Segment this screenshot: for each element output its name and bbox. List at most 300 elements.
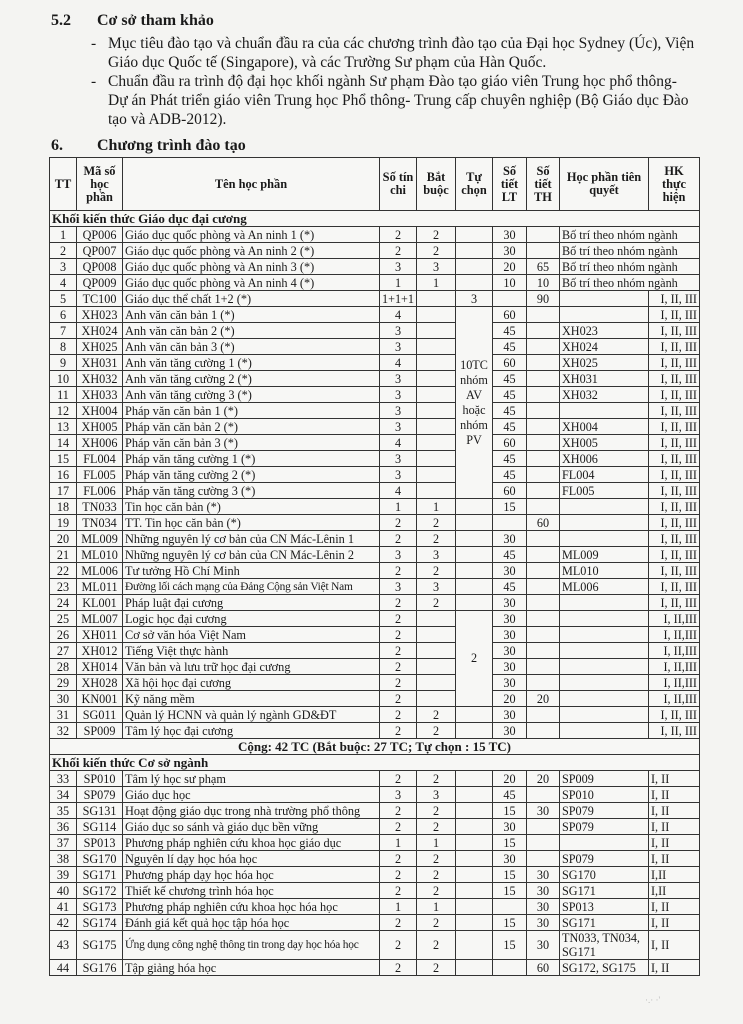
cell-th: 20 bbox=[527, 691, 560, 707]
cell-elective bbox=[456, 883, 493, 899]
cell-credits: 2 bbox=[380, 691, 417, 707]
cell-th bbox=[527, 483, 560, 499]
table-row bbox=[50, 643, 700, 659]
cell-required: 2 bbox=[417, 595, 456, 611]
cell-required: 2 bbox=[417, 563, 456, 579]
cell-prereq: ML010 bbox=[560, 563, 649, 579]
cell-semester: I, II, III bbox=[649, 371, 700, 387]
cell-semester: I, II bbox=[649, 819, 700, 835]
cell-name: Giáo dục quốc phòng và An ninh 3 (*) bbox=[123, 259, 380, 275]
cell-name: Pháp văn căn bản 3 (*) bbox=[123, 435, 380, 451]
cell-code: ML007 bbox=[77, 611, 123, 627]
cell-name: Pháp văn tăng cường 3 (*) bbox=[123, 483, 380, 499]
cell-required: 3 bbox=[417, 579, 456, 595]
group-total-label: Cộng: 42 TC (Bắt buộc: 27 TC; Tự chọn : 15 TC) bbox=[50, 739, 700, 755]
cell-tt: 27 bbox=[50, 643, 77, 659]
cell-lt: 30 bbox=[493, 227, 527, 243]
cell-elective bbox=[456, 851, 493, 867]
table-row bbox=[50, 691, 700, 707]
cell-required: 2 bbox=[417, 867, 456, 883]
cell-th: 65 bbox=[527, 259, 560, 275]
cell-name: Tư tưởng Hồ Chí Minh bbox=[123, 563, 380, 579]
cell-credits: 2 bbox=[380, 643, 417, 659]
cell-required bbox=[417, 323, 456, 339]
cell-tt: 41 bbox=[50, 899, 77, 915]
cell-code: ML011 bbox=[77, 579, 123, 595]
cell-semester: I, II bbox=[649, 803, 700, 819]
cell-lt: 20 bbox=[493, 259, 527, 275]
cell-code: KN001 bbox=[77, 691, 123, 707]
cell-semester: I, II, III bbox=[649, 467, 700, 483]
cell-code: SG175 bbox=[77, 931, 123, 960]
table-row bbox=[50, 451, 700, 467]
cell-code: XH014 bbox=[77, 659, 123, 675]
cell-required: 1 bbox=[417, 835, 456, 851]
cell-semester: I, II,III bbox=[649, 675, 700, 691]
cell-credits: 3 bbox=[380, 339, 417, 355]
cell-required: 3 bbox=[417, 259, 456, 275]
cell-tt: 2 bbox=[50, 243, 77, 259]
cell-elective: 3 bbox=[456, 291, 493, 307]
cell-credits: 2 bbox=[380, 627, 417, 643]
cell-semester: I, II bbox=[649, 771, 700, 787]
cell-code: XH028 bbox=[77, 675, 123, 691]
cell-th: 30 bbox=[527, 915, 560, 931]
header-elective: Tự chọn bbox=[456, 158, 493, 211]
cell-th bbox=[527, 339, 560, 355]
cell-prereq bbox=[560, 835, 649, 851]
elective-group-social: 2 bbox=[456, 611, 493, 707]
section-5-2-heading bbox=[51, 12, 214, 30]
cell-name: Tiếng Việt thực hành bbox=[123, 643, 380, 659]
cell-credits: 1 bbox=[380, 499, 417, 515]
cell-prereq: SP013 bbox=[560, 899, 649, 915]
cell-name: Đường lối cách mạng của Đảng Cộng sản Việt Nam bbox=[123, 579, 380, 595]
cell-credits: 3 bbox=[380, 387, 417, 403]
cell-required bbox=[417, 307, 456, 323]
cell-name: Pháp văn căn bản 2 (*) bbox=[123, 419, 380, 435]
cell-required bbox=[417, 691, 456, 707]
cell-prereq bbox=[560, 307, 649, 323]
cell-th bbox=[527, 835, 560, 851]
cell-lt bbox=[493, 515, 527, 531]
cell-lt: 30 bbox=[493, 243, 527, 259]
cell-required: 3 bbox=[417, 547, 456, 563]
cell-lt: 15 bbox=[493, 931, 527, 960]
cell-name: Thiết kế chương trình hóa học bbox=[123, 883, 380, 899]
cell-th bbox=[527, 227, 560, 243]
cell-th bbox=[527, 595, 560, 611]
cell-lt: 10 bbox=[493, 275, 527, 291]
cell-required: 1 bbox=[417, 499, 456, 515]
cell-semester: I, II, III bbox=[649, 707, 700, 723]
table-row bbox=[50, 435, 700, 451]
cell-lt: 60 bbox=[493, 307, 527, 323]
cell-tt: 24 bbox=[50, 595, 77, 611]
cell-prereq: ML009 bbox=[560, 547, 649, 563]
cell-required: 2 bbox=[417, 960, 456, 976]
cell-code: FL004 bbox=[77, 451, 123, 467]
cell-required: 2 bbox=[417, 243, 456, 259]
cell-credits: 2 bbox=[380, 563, 417, 579]
cell-required bbox=[417, 627, 456, 643]
cell-credits: 1+1+1 bbox=[380, 291, 417, 307]
cell-lt: 15 bbox=[493, 883, 527, 899]
cell-required: 2 bbox=[417, 707, 456, 723]
cell-semester: I, II, III bbox=[649, 483, 700, 499]
cell-code: QP008 bbox=[77, 259, 123, 275]
table-row bbox=[50, 467, 700, 483]
cell-tt: 28 bbox=[50, 659, 77, 675]
cell-code: ML006 bbox=[77, 563, 123, 579]
cell-th bbox=[527, 467, 560, 483]
cell-lt: 30 bbox=[493, 659, 527, 675]
group-title: Khối kiến thức Cơ sở ngành bbox=[50, 755, 700, 771]
cell-tt: 1 bbox=[50, 227, 77, 243]
cell-semester: I, II bbox=[649, 851, 700, 867]
cell-code: FL006 bbox=[77, 483, 123, 499]
cell-elective bbox=[456, 960, 493, 976]
cell-tt: 4 bbox=[50, 275, 77, 291]
header-tt: TT bbox=[50, 158, 77, 211]
cell-required: 3 bbox=[417, 787, 456, 803]
cell-th: 30 bbox=[527, 803, 560, 819]
cell-lt: 60 bbox=[493, 435, 527, 451]
cell-tt: 8 bbox=[50, 339, 77, 355]
cell-th bbox=[527, 579, 560, 595]
cell-name: Logic học đại cương bbox=[123, 611, 380, 627]
cell-prereq: SP079 bbox=[560, 803, 649, 819]
section-title: Cơ sở tham khảo bbox=[97, 12, 214, 29]
cell-name: Anh văn tăng cường 2 (*) bbox=[123, 371, 380, 387]
cell-lt: 30 bbox=[493, 563, 527, 579]
cell-credits: 3 bbox=[380, 467, 417, 483]
cell-name: Phương pháp nghiên cứu khoa học giáo dục bbox=[123, 835, 380, 851]
cell-semester: I, II bbox=[649, 787, 700, 803]
cell-th: 20 bbox=[527, 771, 560, 787]
cell-name: Anh văn căn bản 2 (*) bbox=[123, 323, 380, 339]
cell-required bbox=[417, 403, 456, 419]
cell-elective bbox=[456, 787, 493, 803]
cell-tt: 37 bbox=[50, 835, 77, 851]
table-row bbox=[50, 960, 700, 976]
cell-semester: I, II, III bbox=[649, 723, 700, 739]
table-row bbox=[50, 547, 700, 563]
cell-tt: 19 bbox=[50, 515, 77, 531]
cell-credits: 3 bbox=[380, 371, 417, 387]
cell-code: SG173 bbox=[77, 899, 123, 915]
cell-credits: 2 bbox=[380, 659, 417, 675]
cell-semester: I, II, III bbox=[649, 435, 700, 451]
cell-required: 2 bbox=[417, 515, 456, 531]
table-row bbox=[50, 867, 700, 883]
cell-lt: 30 bbox=[493, 707, 527, 723]
cell-credits: 2 bbox=[380, 771, 417, 787]
cell-th bbox=[527, 707, 560, 723]
cell-th bbox=[527, 611, 560, 627]
cell-prereq: XH031 bbox=[560, 371, 649, 387]
cell-th bbox=[527, 387, 560, 403]
table-row bbox=[50, 835, 700, 851]
cell-tt: 40 bbox=[50, 883, 77, 899]
cell-lt: 45 bbox=[493, 419, 527, 435]
cell-credits: 2 bbox=[380, 851, 417, 867]
cell-credits: 3 bbox=[380, 547, 417, 563]
cell-name: Giáo dục thể chất 1+2 (*) bbox=[123, 291, 380, 307]
cell-name: Giáo dục so sánh và giáo dục bền vững bbox=[123, 819, 380, 835]
reference-item: - Chuẩn đầu ra trình độ đại học khối ngành Sư phạm Đào tạo giáo viên Trung học phổ thông- Dự án Phát triển giáo viên Trung học Phổ thông- Trung cấp chuyên nghiệp (Bộ Giáo dục Đào tạo và ADB-2012). bbox=[91, 73, 689, 128]
table-row bbox=[50, 899, 700, 915]
cell-name: Tập giảng hóa học bbox=[123, 960, 380, 976]
cell-tt: 39 bbox=[50, 867, 77, 883]
cell-code: XH032 bbox=[77, 371, 123, 387]
cell-name: Cơ sở văn hóa Việt Nam bbox=[123, 627, 380, 643]
section-title: Chương trình đào tạo bbox=[97, 137, 246, 154]
cell-tt: 26 bbox=[50, 627, 77, 643]
cell-prereq: Bố trí theo nhóm ngành bbox=[560, 243, 700, 259]
cell-tt: 38 bbox=[50, 851, 77, 867]
cell-lt: 30 bbox=[493, 723, 527, 739]
table-row bbox=[50, 675, 700, 691]
cell-code: XH005 bbox=[77, 419, 123, 435]
cell-required: 2 bbox=[417, 883, 456, 899]
cell-required: 2 bbox=[417, 851, 456, 867]
cell-required bbox=[417, 611, 456, 627]
cell-elective bbox=[456, 227, 493, 243]
cell-prereq bbox=[560, 531, 649, 547]
cell-credits: 3 bbox=[380, 259, 417, 275]
header-name: Tên học phần bbox=[123, 158, 380, 211]
cell-code: SG172 bbox=[77, 883, 123, 899]
group-title: Khối kiến thức Giáo dục đại cương bbox=[50, 211, 700, 227]
cell-semester: I, II,III bbox=[649, 691, 700, 707]
cell-prereq bbox=[560, 691, 649, 707]
cell-code: SG011 bbox=[77, 707, 123, 723]
cell-semester: I, II, III bbox=[649, 563, 700, 579]
header-semester: HK thực hiện bbox=[649, 158, 700, 211]
cell-required bbox=[417, 339, 456, 355]
cell-name: Anh văn căn bản 1 (*) bbox=[123, 307, 380, 323]
cell-tt: 14 bbox=[50, 435, 77, 451]
cell-code: XH031 bbox=[77, 355, 123, 371]
cell-lt bbox=[493, 960, 527, 976]
cell-semester: I,II bbox=[649, 883, 700, 899]
cell-elective bbox=[456, 867, 493, 883]
cell-lt: 45 bbox=[493, 579, 527, 595]
cell-semester: I, II bbox=[649, 960, 700, 976]
cell-credits: 3 bbox=[380, 419, 417, 435]
cell-th bbox=[527, 499, 560, 515]
cell-code: SP009 bbox=[77, 723, 123, 739]
cell-tt: 6 bbox=[50, 307, 77, 323]
cell-name: Giáo dục quốc phòng và An ninh 2 (*) bbox=[123, 243, 380, 259]
cell-credits: 2 bbox=[380, 867, 417, 883]
cell-prereq bbox=[560, 675, 649, 691]
cell-name: Tâm lý học đại cương bbox=[123, 723, 380, 739]
cell-prereq: Bố trí theo nhóm ngành bbox=[560, 227, 700, 243]
group-total-row bbox=[50, 739, 700, 755]
cell-th bbox=[527, 819, 560, 835]
cell-semester: I, II, III bbox=[649, 403, 700, 419]
cell-name: Xã hội học đại cương bbox=[123, 675, 380, 691]
table-row bbox=[50, 931, 700, 960]
cell-lt: 30 bbox=[493, 851, 527, 867]
cell-th bbox=[527, 307, 560, 323]
cell-elective bbox=[456, 819, 493, 835]
cell-semester: I, II, III bbox=[649, 323, 700, 339]
table-row bbox=[50, 483, 700, 499]
cell-semester: I, II,III bbox=[649, 611, 700, 627]
cell-th: 30 bbox=[527, 867, 560, 883]
cell-code: SG171 bbox=[77, 867, 123, 883]
cell-required: 2 bbox=[417, 803, 456, 819]
cell-prereq: Bố trí theo nhóm ngành bbox=[560, 259, 700, 275]
table-row bbox=[50, 275, 700, 291]
cell-semester: I, II bbox=[649, 899, 700, 915]
cell-name: Pháp văn căn bản 1 (*) bbox=[123, 403, 380, 419]
cell-code: XH023 bbox=[77, 307, 123, 323]
cell-th bbox=[527, 787, 560, 803]
cell-semester: I, II,III bbox=[649, 643, 700, 659]
cell-elective bbox=[456, 563, 493, 579]
cell-lt: 15 bbox=[493, 803, 527, 819]
table-row bbox=[50, 803, 700, 819]
table-row bbox=[50, 291, 700, 307]
cell-required: 2 bbox=[417, 915, 456, 931]
cell-th bbox=[527, 675, 560, 691]
cell-tt: 22 bbox=[50, 563, 77, 579]
cell-prereq: Bố trí theo nhóm ngành bbox=[560, 275, 700, 291]
cell-code: KL001 bbox=[77, 595, 123, 611]
cell-required bbox=[417, 355, 456, 371]
table-row bbox=[50, 659, 700, 675]
cell-credits: 2 bbox=[380, 243, 417, 259]
cell-code: TC100 bbox=[77, 291, 123, 307]
cell-tt: 30 bbox=[50, 691, 77, 707]
cell-prereq bbox=[560, 403, 649, 419]
cell-name: Tin học căn bản (*) bbox=[123, 499, 380, 515]
table-row bbox=[50, 323, 700, 339]
cell-elective bbox=[456, 547, 493, 563]
cell-prereq bbox=[560, 515, 649, 531]
cell-lt: 15 bbox=[493, 867, 527, 883]
cell-required: 2 bbox=[417, 227, 456, 243]
cell-required bbox=[417, 467, 456, 483]
cell-th bbox=[527, 403, 560, 419]
cell-prereq: ML006 bbox=[560, 579, 649, 595]
cell-required bbox=[417, 643, 456, 659]
cell-semester: I, II,III bbox=[649, 659, 700, 675]
cell-tt: 29 bbox=[50, 675, 77, 691]
cell-tt: 35 bbox=[50, 803, 77, 819]
cell-semester: I,II bbox=[649, 867, 700, 883]
cell-tt: 36 bbox=[50, 819, 77, 835]
cell-semester: I, II, III bbox=[649, 515, 700, 531]
cell-th bbox=[527, 243, 560, 259]
cell-th bbox=[527, 723, 560, 739]
header-required: Bắt buộc bbox=[417, 158, 456, 211]
cell-required bbox=[417, 659, 456, 675]
cell-lt: 45 bbox=[493, 451, 527, 467]
cell-lt: 30 bbox=[493, 819, 527, 835]
cell-code: XH012 bbox=[77, 643, 123, 659]
cell-prereq: XH032 bbox=[560, 387, 649, 403]
cell-name: Anh văn căn bản 3 (*) bbox=[123, 339, 380, 355]
cell-code: SP010 bbox=[77, 771, 123, 787]
cell-tt: 10 bbox=[50, 371, 77, 387]
cell-prereq: SG171 bbox=[560, 883, 649, 899]
cell-th: 30 bbox=[527, 931, 560, 960]
cell-elective bbox=[456, 579, 493, 595]
cell-tt: 13 bbox=[50, 419, 77, 435]
cell-tt: 11 bbox=[50, 387, 77, 403]
cell-prereq bbox=[560, 659, 649, 675]
cell-prereq bbox=[560, 499, 649, 515]
cell-prereq: SP009 bbox=[560, 771, 649, 787]
cell-credits: 1 bbox=[380, 835, 417, 851]
cell-name: Phương pháp nghiên cứu khoa học hóa học bbox=[123, 899, 380, 915]
cell-elective bbox=[456, 771, 493, 787]
cell-prereq: SP079 bbox=[560, 851, 649, 867]
cell-code: TN033 bbox=[77, 499, 123, 515]
cell-th bbox=[527, 547, 560, 563]
cell-elective bbox=[456, 915, 493, 931]
table-row bbox=[50, 851, 700, 867]
cell-elective bbox=[456, 835, 493, 851]
cell-code: SG114 bbox=[77, 819, 123, 835]
group-header-row bbox=[50, 211, 700, 227]
cell-th bbox=[527, 323, 560, 339]
cell-semester: I, II, III bbox=[649, 355, 700, 371]
cell-code: XH024 bbox=[77, 323, 123, 339]
cell-required bbox=[417, 291, 456, 307]
section-number: 6. bbox=[51, 137, 63, 154]
cell-elective bbox=[456, 531, 493, 547]
cell-lt: 30 bbox=[493, 531, 527, 547]
cell-credits: 2 bbox=[380, 883, 417, 899]
header-lt: Số tiết LT bbox=[493, 158, 527, 211]
cell-prereq bbox=[560, 643, 649, 659]
cell-lt: 45 bbox=[493, 403, 527, 419]
cell-name: Tâm lý học sư phạm bbox=[123, 771, 380, 787]
cell-prereq: XH023 bbox=[560, 323, 649, 339]
cell-lt: 20 bbox=[493, 691, 527, 707]
cell-prereq bbox=[560, 611, 649, 627]
cell-prereq: XH006 bbox=[560, 451, 649, 467]
table-row bbox=[50, 499, 700, 515]
cell-required bbox=[417, 371, 456, 387]
cell-semester: I, II,III bbox=[649, 627, 700, 643]
cell-credits: 1 bbox=[380, 899, 417, 915]
cell-name: Pháp văn tăng cường 2 (*) bbox=[123, 467, 380, 483]
table-row bbox=[50, 723, 700, 739]
cell-name: Giáo dục quốc phòng và An ninh 4 (*) bbox=[123, 275, 380, 291]
cell-elective bbox=[456, 243, 493, 259]
cell-credits: 2 bbox=[380, 595, 417, 611]
cell-tt: 16 bbox=[50, 467, 77, 483]
cell-credits: 3 bbox=[380, 579, 417, 595]
cell-tt: 32 bbox=[50, 723, 77, 739]
table-row bbox=[50, 563, 700, 579]
cell-name: Hoạt động giáo dục trong nhà trường phổ thông bbox=[123, 803, 380, 819]
cell-required bbox=[417, 451, 456, 467]
cell-credits: 3 bbox=[380, 403, 417, 419]
cell-code: SP013 bbox=[77, 835, 123, 851]
cell-name: Pháp văn tăng cường 1 (*) bbox=[123, 451, 380, 467]
cell-elective bbox=[456, 595, 493, 611]
cell-tt: 34 bbox=[50, 787, 77, 803]
header-credits: Số tín chi bbox=[380, 158, 417, 211]
